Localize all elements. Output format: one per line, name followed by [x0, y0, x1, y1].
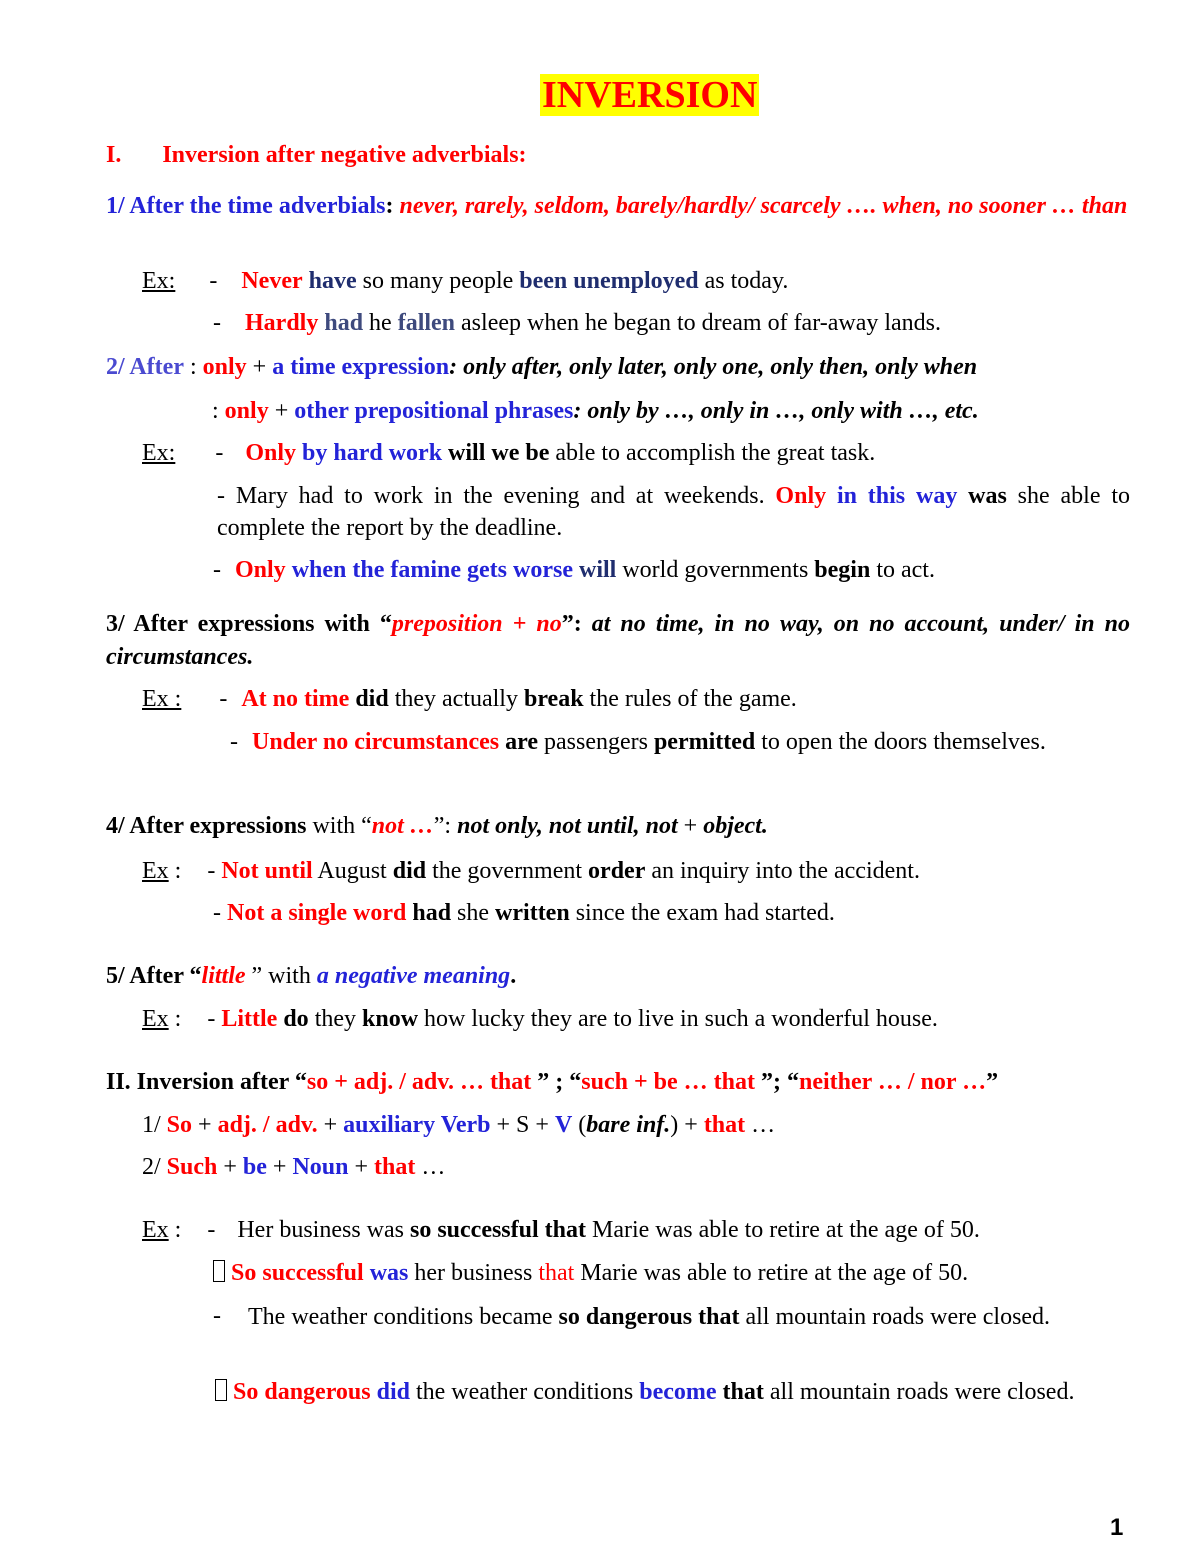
- p2-list-2: : only by …, only in …, only with …, etc.: [573, 398, 979, 424]
- rule-be: be: [242, 1154, 267, 1180]
- formula-such: such + be … that: [581, 1069, 755, 1095]
- prep-phrases-label: other prepositional phrases: [294, 398, 574, 424]
- plain-text: she able to complete the report by the deadline.: [217, 483, 1130, 541]
- verb-word: written: [495, 900, 570, 926]
- plain-text: Mary had to work in the evening and at weekends.: [225, 483, 776, 509]
- plain-text: since the exam had started.: [569, 900, 835, 926]
- rule-that: that: [703, 1112, 746, 1138]
- aux-word: will we be: [442, 440, 550, 466]
- p3-heading: [106, 608, 1130, 674]
- rule-that: that: [374, 1154, 416, 1180]
- ex-label: Ex:: [142, 268, 176, 294]
- inverted-phrase: Under no circumstances: [252, 729, 500, 755]
- s2-ex1: [142, 1215, 980, 1245]
- p2-label: 2/ After: [106, 354, 184, 380]
- p2-ex3: [213, 555, 935, 585]
- inverted-phrase: So successful: [231, 1260, 364, 1286]
- only-word: only: [224, 398, 269, 424]
- section-1-number: I.: [106, 142, 122, 168]
- plain-text: asleep when he began to dream of far-away lands.: [455, 310, 942, 336]
- p4-ex1: [142, 856, 920, 886]
- p4-heading: [106, 811, 768, 841]
- plain-text: the rules of the game.: [583, 686, 797, 712]
- bullet-dash: -: [215, 440, 224, 466]
- aux-word: was: [363, 1260, 409, 1286]
- plain-text: they actually: [388, 686, 524, 712]
- plain-text: Marie was able to retire at the age of 50.: [586, 1217, 980, 1243]
- plain-text: an inquiry into the accident.: [645, 858, 920, 884]
- aux-word: had: [324, 310, 364, 336]
- aux-word: did: [392, 858, 427, 884]
- plain-text: the weather conditions: [409, 1379, 640, 1405]
- plain-text: The weather conditions became: [248, 1304, 559, 1330]
- rule-1: [142, 1110, 775, 1140]
- inverted-word: Never: [241, 268, 303, 294]
- plain-text: so many people: [356, 268, 520, 294]
- plus-sign: + S +: [490, 1112, 555, 1138]
- punct: ) +: [670, 1112, 704, 1138]
- rule-number: 1/: [142, 1112, 167, 1138]
- plus-sign: +: [317, 1112, 344, 1138]
- only-word: Only: [235, 557, 286, 583]
- p5-word: little: [201, 963, 246, 989]
- p5-heading: [106, 961, 516, 991]
- plain-text: the government: [426, 858, 589, 884]
- p4-label: 4/ After expressions: [106, 813, 307, 839]
- formula-so: so + adj. / adv. … that: [306, 1069, 532, 1095]
- bullet-dash: -: [213, 310, 221, 336]
- rule-such: Such: [166, 1154, 218, 1180]
- so-that-phrase: so dangerous that: [558, 1304, 740, 1330]
- ex-label: Ex: [142, 858, 169, 884]
- punct: ”:: [433, 813, 458, 839]
- plus-sign: +: [348, 1154, 375, 1180]
- punct: ”; “: [754, 1069, 799, 1095]
- that-word: that: [722, 1379, 764, 1405]
- arrow-icon: [213, 1260, 225, 1282]
- bullet-dash: -: [207, 858, 216, 884]
- section-1-title: Inversion after negative adverbials:: [162, 142, 527, 168]
- phrase-word: in this way: [826, 483, 958, 509]
- p3-ex2: [176, 726, 1130, 758]
- plain-text: passengers: [537, 729, 654, 755]
- plain-text: how lucky they are to live in such a wonderful house.: [418, 1006, 938, 1032]
- plain-text: all mountain roads were closed.: [739, 1304, 1051, 1330]
- plain-text: she: [451, 900, 496, 926]
- p1-ex2: [213, 308, 941, 338]
- p1-colon: :: [385, 193, 394, 219]
- p2-ex1: [142, 438, 875, 468]
- bullet-dash: -: [209, 268, 218, 294]
- verb-word: break: [523, 686, 584, 712]
- ex-label: Ex:: [142, 440, 176, 466]
- punct: ”:: [561, 611, 592, 637]
- aux-word: did: [349, 686, 389, 712]
- p1-label: 1/ After the time adverbials: [106, 193, 386, 219]
- rule-adj: adj. / adv.: [217, 1112, 318, 1138]
- inverted-phrase: Not a single word: [227, 900, 407, 926]
- plus-sign: +: [192, 1112, 218, 1138]
- verb-word: know: [362, 1006, 419, 1032]
- p4-ex2: [213, 898, 835, 928]
- s2-ex2-rewrite: [176, 1376, 1130, 1408]
- rule-verb: V: [554, 1112, 573, 1138]
- p5-label: 5/ After “: [106, 963, 202, 989]
- plain-text: world governments: [616, 557, 815, 583]
- p4-list-1: not only, not until, not: [457, 813, 678, 839]
- ex-label: Ex: [142, 1006, 169, 1032]
- verb-word: fallen: [397, 310, 456, 336]
- time-expression-label: a time expression: [272, 354, 450, 380]
- aux-word: do: [277, 1006, 309, 1032]
- plain-text: all mountain roads were closed.: [763, 1379, 1075, 1405]
- bullet-dash: -: [219, 686, 228, 712]
- p2-list-1: : only after, only later, only one, only then, only when: [449, 354, 978, 380]
- ellipsis: …: [415, 1154, 446, 1180]
- p2-ex2: [217, 480, 1130, 544]
- p3-phrase: preposition + no: [391, 611, 562, 637]
- punct: (: [572, 1112, 587, 1138]
- so-that-phrase: so successful that: [409, 1217, 586, 1243]
- plus-sign: +: [268, 398, 295, 424]
- p2-line1: [106, 352, 977, 382]
- verb-word: permitted: [653, 729, 756, 755]
- plain-text: as today.: [698, 268, 789, 294]
- bullet-dash: -: [213, 1303, 221, 1329]
- bullet-dash: -: [207, 1217, 216, 1243]
- section-2-heading: [106, 1067, 998, 1097]
- p5-meaning: a negative meaning: [316, 963, 511, 989]
- bullet-dash: -: [230, 729, 238, 755]
- inverted-word: Little: [221, 1006, 278, 1032]
- plus-sign: +: [677, 813, 704, 839]
- plain-text: August: [312, 858, 393, 884]
- rule-aux: auxiliary Verb: [343, 1112, 491, 1138]
- only-word: Only: [775, 483, 827, 509]
- punct: :: [168, 1006, 182, 1032]
- only-word: Only: [245, 440, 297, 466]
- ellipsis: …: [745, 1112, 776, 1138]
- aux-word: had: [406, 900, 452, 926]
- p3-label: 3/ After expressions with “: [106, 611, 392, 637]
- page-title: INVERSION: [542, 74, 758, 116]
- plain-text: he: [363, 310, 398, 336]
- aux-word: are: [505, 729, 538, 755]
- formula-neither: neither … / nor …: [798, 1069, 987, 1095]
- plain-text: able to accomplish the great task.: [549, 440, 876, 466]
- plain-text: ” with: [245, 963, 317, 989]
- inverted-phrase: So dangerous: [233, 1379, 371, 1405]
- p2-line2: [212, 396, 979, 426]
- rule-noun: Noun: [292, 1154, 349, 1180]
- phrase-word: when the famine gets worse: [285, 557, 573, 583]
- aux-word: will: [572, 557, 617, 583]
- punct: :: [183, 354, 203, 380]
- p1-heading: [106, 190, 1130, 223]
- section-1-heading: [106, 140, 527, 170]
- verb-word: been unemployed: [519, 268, 699, 294]
- that-word: that: [538, 1260, 575, 1286]
- p3-list: at no time, in no way, on no account, under/ in no circumstances.: [106, 611, 1130, 670]
- punct: :: [168, 1217, 182, 1243]
- p3-ex1: [142, 684, 797, 714]
- aux-word: did: [370, 1379, 410, 1405]
- plain-text: Her business was: [237, 1217, 410, 1243]
- bullet-dash: -: [217, 483, 225, 509]
- page-number: 1: [1110, 1514, 1124, 1541]
- plain-text: Marie was able to retire at the age of 50.: [574, 1260, 969, 1286]
- rule-so: So: [166, 1112, 193, 1138]
- ex-label: Ex: [142, 1217, 169, 1243]
- rule-2: [142, 1152, 445, 1182]
- phrase-word: by hard work: [296, 440, 443, 466]
- plain-text: to act.: [870, 557, 935, 583]
- p4-phrase: not …: [371, 813, 434, 839]
- rule-number: 2/: [142, 1154, 167, 1180]
- only-word: only: [202, 354, 247, 380]
- section-2-title: II. Inversion after “: [106, 1069, 307, 1095]
- punct: ” ; “: [531, 1069, 582, 1095]
- punct: ”: [986, 1069, 999, 1095]
- p4-list-2: object.: [703, 813, 768, 839]
- punct: :: [212, 398, 225, 424]
- plain-text: they: [308, 1006, 363, 1032]
- bullet-dash: -: [213, 557, 221, 583]
- verb-word: become: [639, 1379, 717, 1405]
- plain-text: to open the doors themselves.: [755, 729, 1046, 755]
- punct: :: [168, 858, 182, 884]
- p1-list: never, rarely, seldom, barely/hardly/ scarcely …. when, no sooner … than: [393, 193, 1128, 219]
- plus-sign: +: [246, 354, 273, 380]
- p1-ex1: [142, 266, 788, 296]
- bullet-dash: -: [207, 1006, 216, 1032]
- aux-word: have: [308, 268, 357, 294]
- inverted-word: Hardly: [245, 310, 319, 336]
- p5-ex1: [142, 1004, 938, 1034]
- plus-sign: +: [266, 1154, 293, 1180]
- bullet-dash: -: [213, 900, 221, 926]
- plus-sign: +: [217, 1154, 243, 1180]
- verb-word: begin: [814, 557, 871, 583]
- punct: .: [510, 963, 517, 989]
- inverted-phrase: At no time: [241, 686, 350, 712]
- s2-ex1-rewrite: [213, 1258, 968, 1288]
- s2-ex2: [213, 1301, 1130, 1334]
- verb-word: order: [588, 858, 646, 884]
- rule-bare-inf: bare inf.: [586, 1112, 671, 1138]
- arrow-icon: [215, 1379, 227, 1401]
- plain-text: her business: [408, 1260, 539, 1286]
- inverted-phrase: Not until: [221, 858, 313, 884]
- plain-text: with “: [306, 813, 372, 839]
- ex-label: Ex :: [142, 686, 182, 712]
- aux-word: was: [957, 483, 1007, 509]
